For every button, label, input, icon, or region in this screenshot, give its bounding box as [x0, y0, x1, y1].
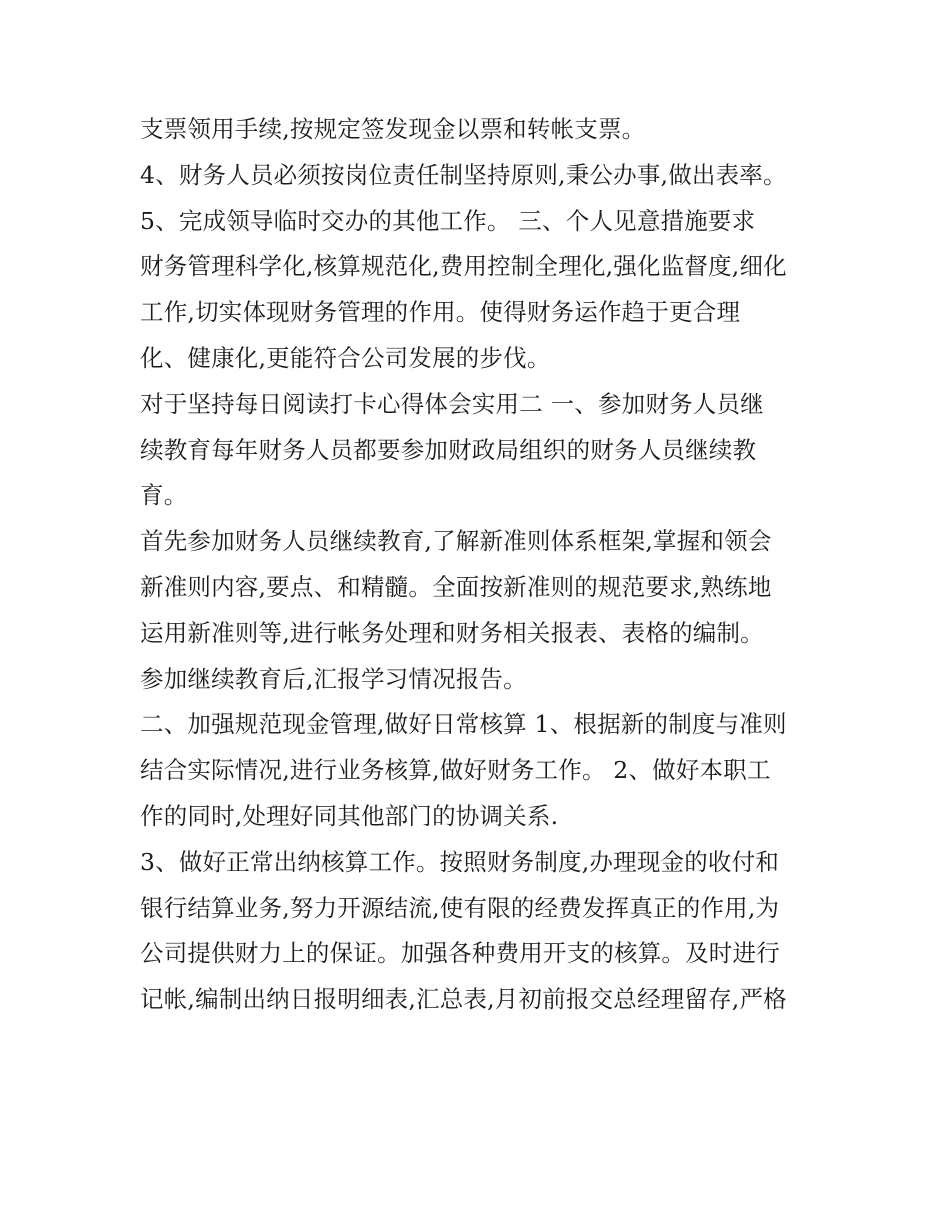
text-line: 续教育每年财务人员都要参加财政局组织的财务人员继续教 — [140, 435, 757, 464]
text-line: 工作,切实体现财务管理的作用。使得财务运作趋于更合理 — [140, 298, 741, 327]
text-line: 银行结算业务,努力开源结流,使有限的经费发挥真正的作用,为 — [140, 893, 780, 922]
text-line: 新准则内容,要点、和精髓。全面按新准则的规范要求,熟练地 — [140, 572, 772, 601]
text-line: 公司提供财力上的保证。加强各种费用开支的核算。及时进行 — [140, 939, 780, 968]
text-line: 作的同时,处理好同其他部门的协调关系. — [140, 801, 559, 830]
document-body — [140, 107, 820, 1023]
text-line: 财务管理科学化,核算规范化,费用控制全理化,强化监督度,细化 — [140, 252, 787, 281]
text-line: 支票领用手续,按规定签发现金以票和转帐支票。 — [140, 115, 646, 143]
text-line: 结合实际情况,进行业务核算,做好财务工作。 2、做好本职工 — [140, 756, 771, 785]
text-line: 首先参加财务人员继续教育,了解新准则体系框架,掌握和领会 — [140, 527, 772, 556]
text-line: 对于坚持每日阅读打卡心得体会实用二 一、参加财务人员继 — [140, 389, 764, 418]
text-line: 化、健康化,更能符合公司发展的步伐。 — [140, 343, 551, 372]
text-line: 5、完成领导临时交办的其他工作。 三、个人见意措施要求 — [140, 206, 756, 235]
text-line: 参加继续教育后,汇报学习情况报告。 — [140, 664, 527, 693]
text-line: 4、财务人员必须按岗位责任制坚持原则,秉公办事,做出表率。 — [140, 160, 787, 189]
text-line: 育。 — [140, 481, 188, 510]
text-line: 运用新准则等,进行帐务处理和财务相关报表、表格的编制。 — [140, 618, 764, 647]
text-line: 记帐,编制出纳日报明细表,汇总表,月初前报交总经理留存,严格 — [140, 985, 787, 1014]
text-line: 二、加强规范现金管理,做好日常核算 1、根据新的制度与准则 — [140, 710, 787, 739]
text-line: 3、做好正常出纳核算工作。按照财务制度,办理现金的收付和 — [140, 847, 780, 876]
